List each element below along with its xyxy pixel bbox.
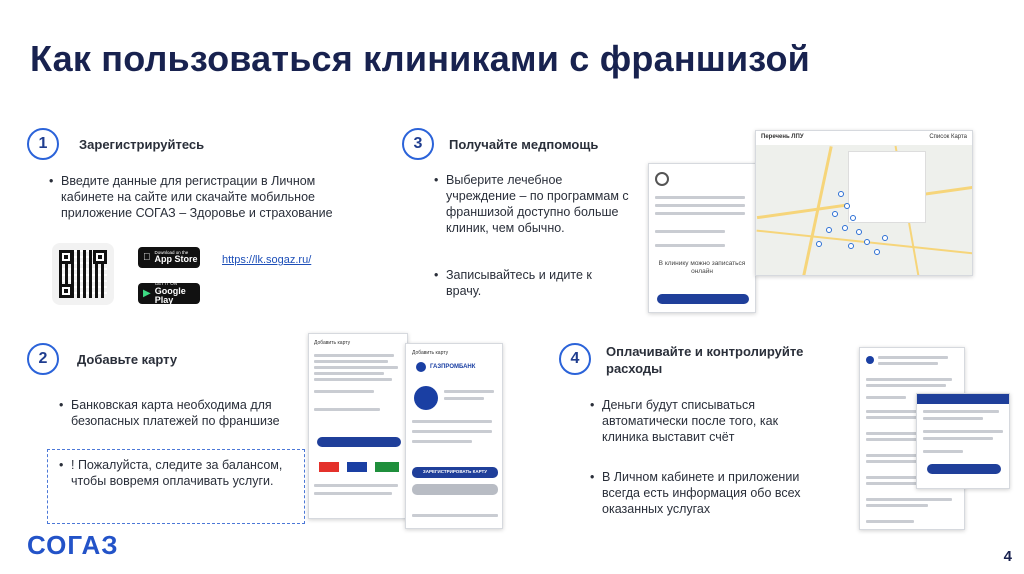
map-title: Перечень ЛПУ bbox=[761, 134, 804, 140]
step-2-number: 2 bbox=[27, 343, 59, 375]
step-3-title: Получайте медпомощь bbox=[449, 137, 599, 152]
step-4-number: 4 bbox=[559, 343, 591, 375]
expenses-screen-front bbox=[916, 393, 1010, 489]
step-1-title: Зарегистрируйтесь bbox=[79, 137, 205, 152]
step-3-bullet-2: • Записывайтесь и идите к врачу. bbox=[434, 267, 629, 299]
step-2-title: Добавьте карту bbox=[77, 352, 178, 367]
book-online-button[interactable] bbox=[657, 294, 749, 304]
step-2-bullet: • Банковская карта необходима для безопасных платежей по франшизе bbox=[59, 397, 284, 429]
clinic-map[interactable] bbox=[755, 130, 973, 276]
card-screen-front bbox=[405, 343, 503, 529]
bank-name: ГАЗПРОМБАНК bbox=[430, 364, 476, 370]
sogaz-logo: СОГАЗ bbox=[27, 530, 119, 560]
app-store-caption: Download on the bbox=[147, 249, 181, 255]
step-4-title: Оплачивайте и контролируйте расходы bbox=[606, 344, 804, 376]
card-screen-back bbox=[308, 333, 408, 519]
add-card-label: Добавить карту bbox=[314, 340, 351, 346]
add-card-title: Добавить карту bbox=[412, 350, 449, 356]
google-play-button[interactable] bbox=[138, 283, 200, 304]
google-play-caption: GET IT ON bbox=[154, 281, 178, 287]
bank-logo-icon bbox=[416, 362, 426, 372]
step-4-bullet-1: • Деньги будут списываться автоматически после того, как клиника выставит счёт bbox=[590, 397, 820, 445]
qr-code-icon bbox=[52, 243, 114, 305]
app-store-label: App Store bbox=[147, 254, 191, 265]
clinic-screen bbox=[648, 163, 756, 313]
page-number: 4 bbox=[1003, 548, 1012, 565]
register-card-label: ЗАРЕГИСТРИРОВАТЬ КАРТУ bbox=[422, 469, 488, 474]
map-popup bbox=[848, 151, 926, 223]
apple-icon bbox=[143, 253, 151, 263]
map-tabs[interactable]: Список Карта bbox=[929, 134, 967, 140]
clinic-online-text: В клинику можно записаться онлайн bbox=[658, 260, 746, 275]
step-1-number: 1 bbox=[27, 128, 59, 160]
step-1-bullet: • Введите данные для регистрации в Личном кабинете на сайте или скачайте мобильное приложение СОГАЗ – Здоровье и страхование bbox=[49, 173, 339, 221]
slide-title: Как пользоваться клиниками с франшизой bbox=[30, 38, 811, 79]
step-3-bullet-1: • Выберите лечебное учреждение – по программам с франшизой доступно больше клиник, чем обычно. bbox=[434, 172, 629, 236]
app-store-button[interactable] bbox=[138, 247, 200, 268]
google-play-icon: ▶ bbox=[143, 287, 151, 299]
google-play-label: Google Play bbox=[154, 285, 186, 305]
step-3-number: 3 bbox=[402, 128, 434, 160]
step-4-bullet-2: • В Личном кабинете и приложении всегда есть информация обо всех оказанных услугах bbox=[590, 469, 830, 517]
step-2-note: • ! Пожалуйста, следите за балансом, чтобы вовремя оплачивать услуги. bbox=[59, 457, 289, 489]
lk-sogaz-link[interactable]: https://lk.sogaz.ru/ bbox=[222, 254, 312, 266]
